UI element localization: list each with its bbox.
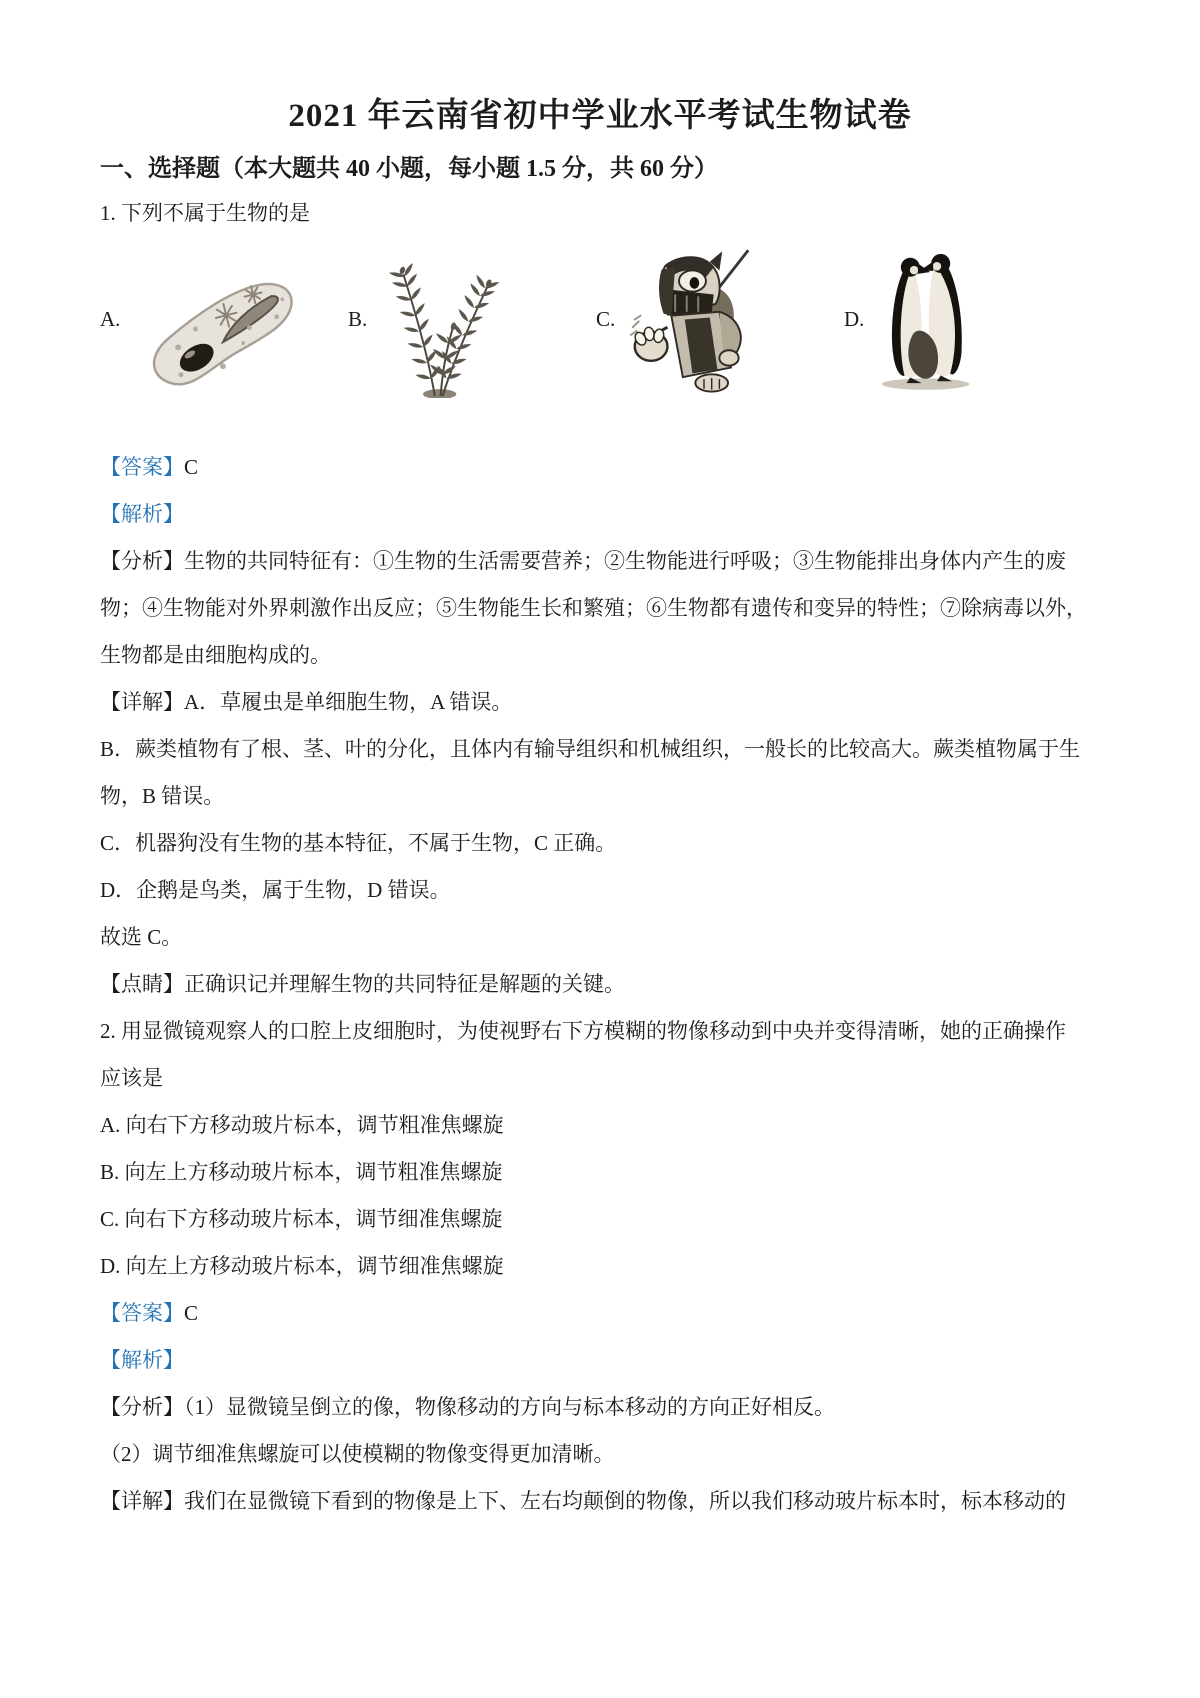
q1-answer-line bbox=[100, 444, 1100, 491]
analysis-label: 【解析】 bbox=[100, 1348, 184, 1372]
q1-option-b bbox=[348, 238, 596, 400]
q1-option-c bbox=[596, 238, 844, 400]
q1-option-a-label: A. bbox=[100, 306, 121, 331]
q1-analysis-line-1: 【分析】生物的共同特征有：①生物的生活需要营养；②生物能进行呼吸；③生物能排出身体内产生的废 bbox=[100, 549, 1066, 573]
q1-option-d-label: D. bbox=[844, 306, 865, 331]
q1-option-b-label: B. bbox=[348, 306, 368, 331]
q2-option-a: A. 向右下方移动玻片标本，调节粗准焦螺旋 bbox=[100, 1113, 504, 1137]
q1-stem: 1. 下列不属于生物的是 bbox=[100, 201, 310, 225]
q1-option-d bbox=[844, 238, 1092, 400]
penguins-image bbox=[878, 246, 973, 393]
q2-answer-value: C bbox=[184, 1301, 199, 1325]
q1-conclusion-line: 故选 C。 bbox=[100, 925, 183, 949]
paramecium-image bbox=[134, 276, 309, 398]
q2-analysis-line-1: 【分析】（1）显微镜呈倒立的像，物像移动的方向与标本移动的方向正好相反。 bbox=[100, 1395, 835, 1419]
robot-dog-image bbox=[629, 244, 754, 394]
answer-label: 【答案】 bbox=[100, 455, 184, 479]
q1-detail-line-2: B．蕨类植物有了根、茎、叶的分化，且体内有输导组织和机械组织，一般长的比较高大。蕨类植物属于生 bbox=[100, 737, 1081, 761]
q2-analysis-label-line bbox=[100, 1337, 1100, 1384]
q2-analysis-line-3: 【详解】我们在显微镜下看到的物像是上下、左右均颠倒的物像，所以我们移动玻片标本时，标本移动的 bbox=[100, 1489, 1066, 1513]
q1-detail-line-1: 【详解】A．草履虫是单细胞生物，A 错误。 bbox=[100, 690, 513, 714]
q2-analysis-line-2: （2）调节细准焦螺旋可以使模糊的物像变得更加清晰。 bbox=[100, 1442, 615, 1466]
q1-analysis-label-line bbox=[100, 491, 1100, 538]
q1-analysis-line-2: 物；④生物能对外界刺激作出反应；⑤生物能生长和繁殖；⑥生物都有遗传和变异的特性；⑦除病毒以外， bbox=[100, 596, 1087, 620]
q1-detail-line-5: D．企鹅是鸟类，属于生物，D 错误。 bbox=[100, 878, 451, 902]
section-heading: 一、选择题（本大题共 40 小题，每小题 1.5 分，共 60 分） bbox=[100, 156, 718, 182]
q2-stem-line-1: 2. 用显微镜观察人的口腔上皮细胞时，为使视野右下方模糊的物像移动到中央并变得清晰，她的正确操作 bbox=[100, 1019, 1066, 1043]
q1-detail-line-3: 物，B 错误。 bbox=[100, 784, 225, 808]
q1-option-a bbox=[100, 238, 348, 400]
q2-stem-line-2: 应该是 bbox=[100, 1066, 163, 1090]
analysis-label: 【解析】 bbox=[100, 502, 184, 526]
answer-label: 【答案】 bbox=[100, 1301, 184, 1325]
q1-option-c-label: C. bbox=[596, 306, 616, 331]
fern-image bbox=[381, 241, 514, 398]
page-title: 2021 年云南省初中学业水平考试生物试卷 bbox=[288, 98, 912, 134]
q2-option-b: B. 向左上方移动玻片标本，调节粗准焦螺旋 bbox=[100, 1160, 503, 1184]
q1-option-figures bbox=[100, 238, 1100, 400]
q2-option-c: C. 向右下方移动玻片标本，调节细准焦螺旋 bbox=[100, 1207, 503, 1231]
q1-answer-value: C bbox=[184, 455, 199, 479]
q1-analysis-line-3: 生物都是由细胞构成的。 bbox=[100, 643, 331, 667]
q2-option-d: D. 向左上方移动玻片标本，调节细准焦螺旋 bbox=[100, 1254, 504, 1278]
q1-detail-line-4: C．机器狗没有生物的基本特征，不属于生物，C 正确。 bbox=[100, 831, 617, 855]
q1-tip-line: 【点睛】正确识记并理解生物的共同特征是解题的关键。 bbox=[100, 972, 625, 996]
q2-answer-line bbox=[100, 1290, 1100, 1337]
